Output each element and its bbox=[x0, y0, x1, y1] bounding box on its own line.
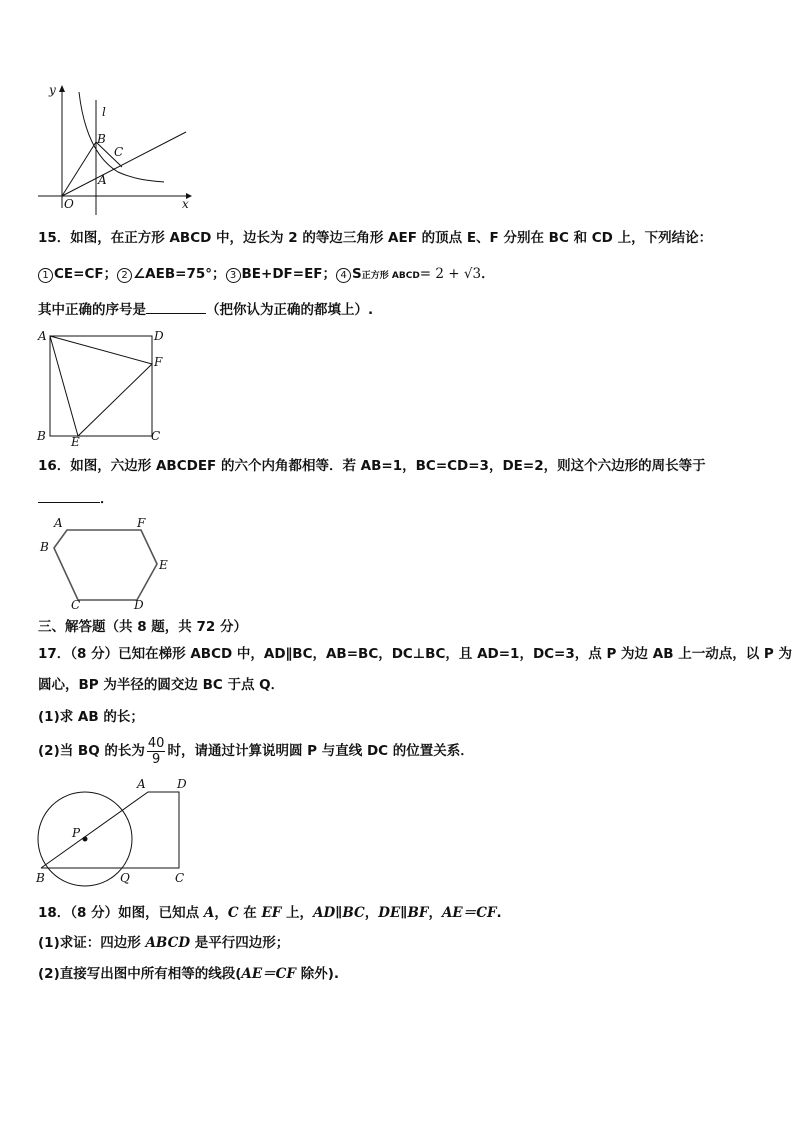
label-d: D bbox=[154, 329, 164, 343]
q18-text: 除外). bbox=[296, 966, 339, 982]
q18-text: 在 bbox=[238, 905, 262, 921]
label-e: E bbox=[159, 558, 168, 572]
q18-text: ， bbox=[214, 905, 228, 921]
trapezoid-abcd bbox=[41, 792, 179, 868]
label-c: C bbox=[151, 429, 161, 443]
q18-text: . bbox=[496, 905, 502, 921]
q18-math: C bbox=[227, 905, 239, 921]
answer-blank bbox=[146, 301, 206, 314]
q15-option-4-expr: = 2 + √3 bbox=[419, 266, 482, 282]
q18-line1 bbox=[38, 904, 502, 922]
q15-ask-before: 其中正确的序号是 bbox=[38, 302, 146, 318]
label-a: A bbox=[98, 173, 107, 187]
label-c: C bbox=[71, 598, 81, 612]
label-b: B bbox=[40, 540, 49, 554]
y-axis-arrow bbox=[59, 85, 65, 92]
label-c: C bbox=[114, 145, 124, 159]
label-d: D bbox=[177, 777, 187, 791]
q15-options bbox=[38, 265, 495, 285]
q15-ask-after: （把你认为正确的都填上）. bbox=[206, 302, 374, 318]
circled-number: 3 bbox=[226, 268, 241, 283]
circled-number: 2 bbox=[117, 268, 132, 283]
label-a: A bbox=[54, 516, 63, 530]
q18-math: A bbox=[203, 905, 215, 921]
section-3-title: 三、解答题（共 8 题，共 72 分） bbox=[38, 619, 247, 635]
q15-option-1: CE=CF； bbox=[54, 266, 118, 282]
q18-text: ， bbox=[364, 905, 379, 921]
figure-14-graph bbox=[36, 80, 196, 215]
q16-text: 16．如图，六边形 ABCDEF 的六个内角都相等．若 AB=1，BC=CD=3，DE=2，则这个六边形的周长等于 bbox=[38, 458, 706, 474]
q18-text: (2)直接写出图中所有相等的线段( bbox=[38, 966, 242, 982]
q18-math: AD∥BC bbox=[313, 905, 365, 921]
q18-text: 上， bbox=[281, 905, 314, 921]
q15-option-2: ∠AEB=75°； bbox=[133, 266, 226, 282]
label-a: A bbox=[137, 777, 146, 791]
q18-math: ABCD bbox=[145, 935, 191, 951]
label-a: A bbox=[38, 329, 47, 343]
q18-text: (1)求证：四边形 bbox=[38, 935, 146, 951]
label-c: C bbox=[175, 871, 185, 885]
label-b: B bbox=[97, 132, 106, 146]
q15-option-4-s: S bbox=[352, 266, 362, 282]
label-l: l bbox=[102, 105, 106, 119]
label-f: F bbox=[154, 355, 163, 369]
q15-text: 15．如图，在正方形 ABCD 中，边长为 2 的等边三角形 AEF 的顶点 E、F 分别在 BC 和 CD 上，下列结论： bbox=[38, 230, 713, 246]
label-q: Q bbox=[120, 871, 130, 885]
label-b: B bbox=[36, 871, 45, 885]
q17-part2-before: (2)当 BQ 的长为 bbox=[38, 743, 145, 759]
q18-text: 是平行四边形； bbox=[190, 935, 290, 951]
hyperbola-curve bbox=[79, 92, 164, 182]
q15-option-4-sub: 正方形 ABCD bbox=[361, 271, 420, 281]
label-e: E bbox=[71, 435, 80, 448]
q15-option-3: BE+DF=EF； bbox=[241, 266, 337, 282]
circled-number: 4 bbox=[336, 268, 351, 283]
square-abcd bbox=[50, 336, 152, 436]
q18-math: AE＝CF bbox=[241, 966, 296, 982]
q18-math: EF bbox=[261, 905, 282, 921]
answer-blank bbox=[38, 490, 100, 503]
q17-part2-after: 时，请通过计算说明圆 P 与直线 DC 的位置关系． bbox=[167, 743, 474, 759]
line-ob bbox=[62, 142, 96, 196]
circled-number: 1 bbox=[38, 268, 53, 283]
q16-end: ． bbox=[100, 491, 114, 507]
q18-text: 18．（8 分）如图，已知点 bbox=[38, 905, 204, 921]
figure-17-trapezoid-circle bbox=[30, 774, 200, 890]
q16-blank-line bbox=[38, 490, 114, 508]
q15-option-4-end: ． bbox=[481, 266, 495, 282]
fraction-40-9 bbox=[147, 736, 166, 767]
label-y: y bbox=[49, 83, 56, 97]
q18-math: AE＝CF bbox=[441, 905, 497, 921]
q17-line1: 17．（8 分）已知在梯形 ABCD 中，AD∥BC，AB=BC，DC⊥BC，且 AD=1，DC=3，点 P 为边 AB 上一动点，以 P 为 bbox=[38, 646, 792, 662]
label-o: O bbox=[64, 197, 74, 211]
fraction-numerator: 40 bbox=[147, 735, 165, 751]
fraction-denominator: 9 bbox=[152, 751, 161, 767]
figure-15-square bbox=[34, 326, 174, 448]
label-p: P bbox=[72, 826, 81, 840]
triangle-aef bbox=[50, 336, 152, 436]
q15-ask bbox=[38, 301, 373, 319]
q18-part2 bbox=[38, 965, 339, 983]
center-point-p bbox=[83, 837, 88, 842]
line-oa bbox=[62, 132, 186, 196]
label-d: D bbox=[134, 598, 144, 612]
label-x: x bbox=[182, 197, 189, 211]
label-b: B bbox=[37, 429, 46, 443]
q17-line2: 圆心，BP 为半径的圆交边 BC 于点 Q． bbox=[38, 677, 285, 693]
label-f: F bbox=[137, 516, 146, 530]
figure-16-hexagon bbox=[36, 514, 176, 614]
q18-math: DE∥BF bbox=[378, 905, 429, 921]
q18-part1 bbox=[38, 934, 289, 952]
hexagon-abcdef bbox=[54, 530, 157, 600]
q17-part1: (1)求 AB 的长； bbox=[38, 709, 144, 725]
q18-text: ， bbox=[428, 905, 442, 921]
q17-part2 bbox=[38, 734, 474, 768]
